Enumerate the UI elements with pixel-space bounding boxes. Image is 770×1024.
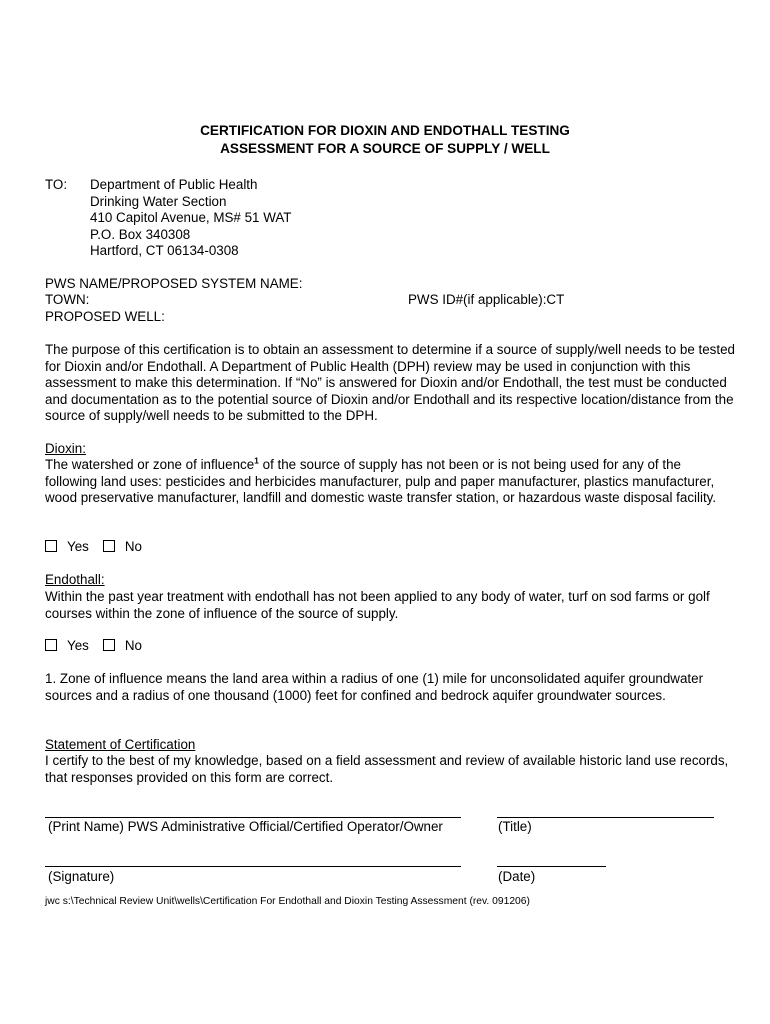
print-name-line[interactable] [45, 817, 461, 818]
zone-of-influence-footnote: 1. Zone of influence means the land area within a radius of one (1) mile for unconsolidated aquifer groundwater sources and a radius of one thousand (1000) feet for confined and bedrock aquifer groundwater sources. [45, 671, 704, 703]
dioxin-no-label: No [124, 539, 142, 554]
dioxin-answer-row [45, 539, 142, 554]
proposed-well-field[interactable]: PROPOSED WELL: [45, 309, 165, 324]
print-name-caption: (Print Name) PWS Administrative Official/Certified Operator/Owner [48, 819, 443, 834]
pws-name-field[interactable]: PWS NAME/PROPOSED SYSTEM NAME: [45, 276, 303, 291]
footnote-marker: 1 [254, 455, 259, 466]
recipient-address [90, 177, 291, 260]
dioxin-text-end: of the source of supply has not been or is not being used for any of the following land uses: pesticides and herbicides manufacturer, pulp and paper manufacturer, plastics manufacturer, wood preservative manufacturer, landfill and domestic waste transfer station, or hazardous waste disposal facility. [45, 457, 717, 506]
endothall-paragraph: Within the past year treatment with endothall has not been applied to any body of water, turf on sod farms or golf courses within the zone of influence of the source of supply. [45, 589, 710, 621]
endothall-yes-label: Yes [67, 638, 89, 653]
dioxin-paragraph [45, 457, 735, 507]
endothall-answer-row [45, 638, 142, 653]
dioxin-yes-label: Yes [67, 539, 89, 554]
address-line: Hartford, CT 06134-0308 [90, 243, 239, 259]
dioxin-heading: Dioxin: [45, 441, 86, 456]
address-line: Department of Public Health [90, 177, 258, 192]
to-label: TO: [45, 177, 68, 192]
address-line: Drinking Water Section [90, 193, 227, 209]
endothall-no-checkbox[interactable] [103, 639, 115, 651]
dioxin-yes-checkbox[interactable] [45, 540, 57, 552]
date-caption: (Date) [498, 869, 536, 884]
dioxin-no-checkbox[interactable] [103, 540, 115, 552]
town-field[interactable]: TOWN: [45, 292, 90, 307]
date-line[interactable] [497, 866, 606, 867]
endothall-yes-checkbox[interactable] [45, 639, 57, 651]
document-title-line2: ASSESSMENT FOR A SOURCE OF SUPPLY / WELL [220, 141, 550, 156]
endothall-heading: Endothall: [45, 572, 105, 587]
document-title-line1: CERTIFICATION FOR DIOXIN AND ENDOTHALL TESTING [200, 123, 570, 138]
statement-heading: Statement of Certification [45, 737, 196, 752]
signature-caption: (Signature) [48, 869, 115, 884]
pws-id-field[interactable]: PWS ID#(if applicable):CT [408, 292, 565, 307]
title-caption: (Title) [498, 819, 532, 834]
document-footer: jwc s:\Technical Review Unit\wells\Certification For Endothall and Dioxin Testing Assessment (rev. 091206) [45, 896, 530, 907]
address-line: P.O. Box 340308 [90, 226, 191, 242]
address-line: 410 Capitol Avenue, MS# 51 WAT [90, 210, 292, 226]
signature-line[interactable] [45, 866, 461, 867]
title-line[interactable] [497, 817, 714, 818]
dioxin-text-start: The watershed or zone of influence [45, 457, 255, 472]
endothall-no-label: No [124, 638, 142, 653]
statement-paragraph: I certify to the best of my knowledge, based on a field assessment and review of available historic land use records, that responses provided on this form are correct. [45, 753, 729, 785]
purpose-paragraph: The purpose of this certification is to obtain an assessment to determine if a source of supply/well needs to be tested for Dioxin and/or Endothall. A Department of Public Health (DPH) review may be used in conjunction with this assessment to make this determination. If “No” is answered for Dioxin and/or Endothall, the test must be conducted and documentation as to the potential source of Dioxin and/or Endothall and its respective location/distance from the source of supply/well needs to be submitted to the DPH. [45, 342, 735, 424]
